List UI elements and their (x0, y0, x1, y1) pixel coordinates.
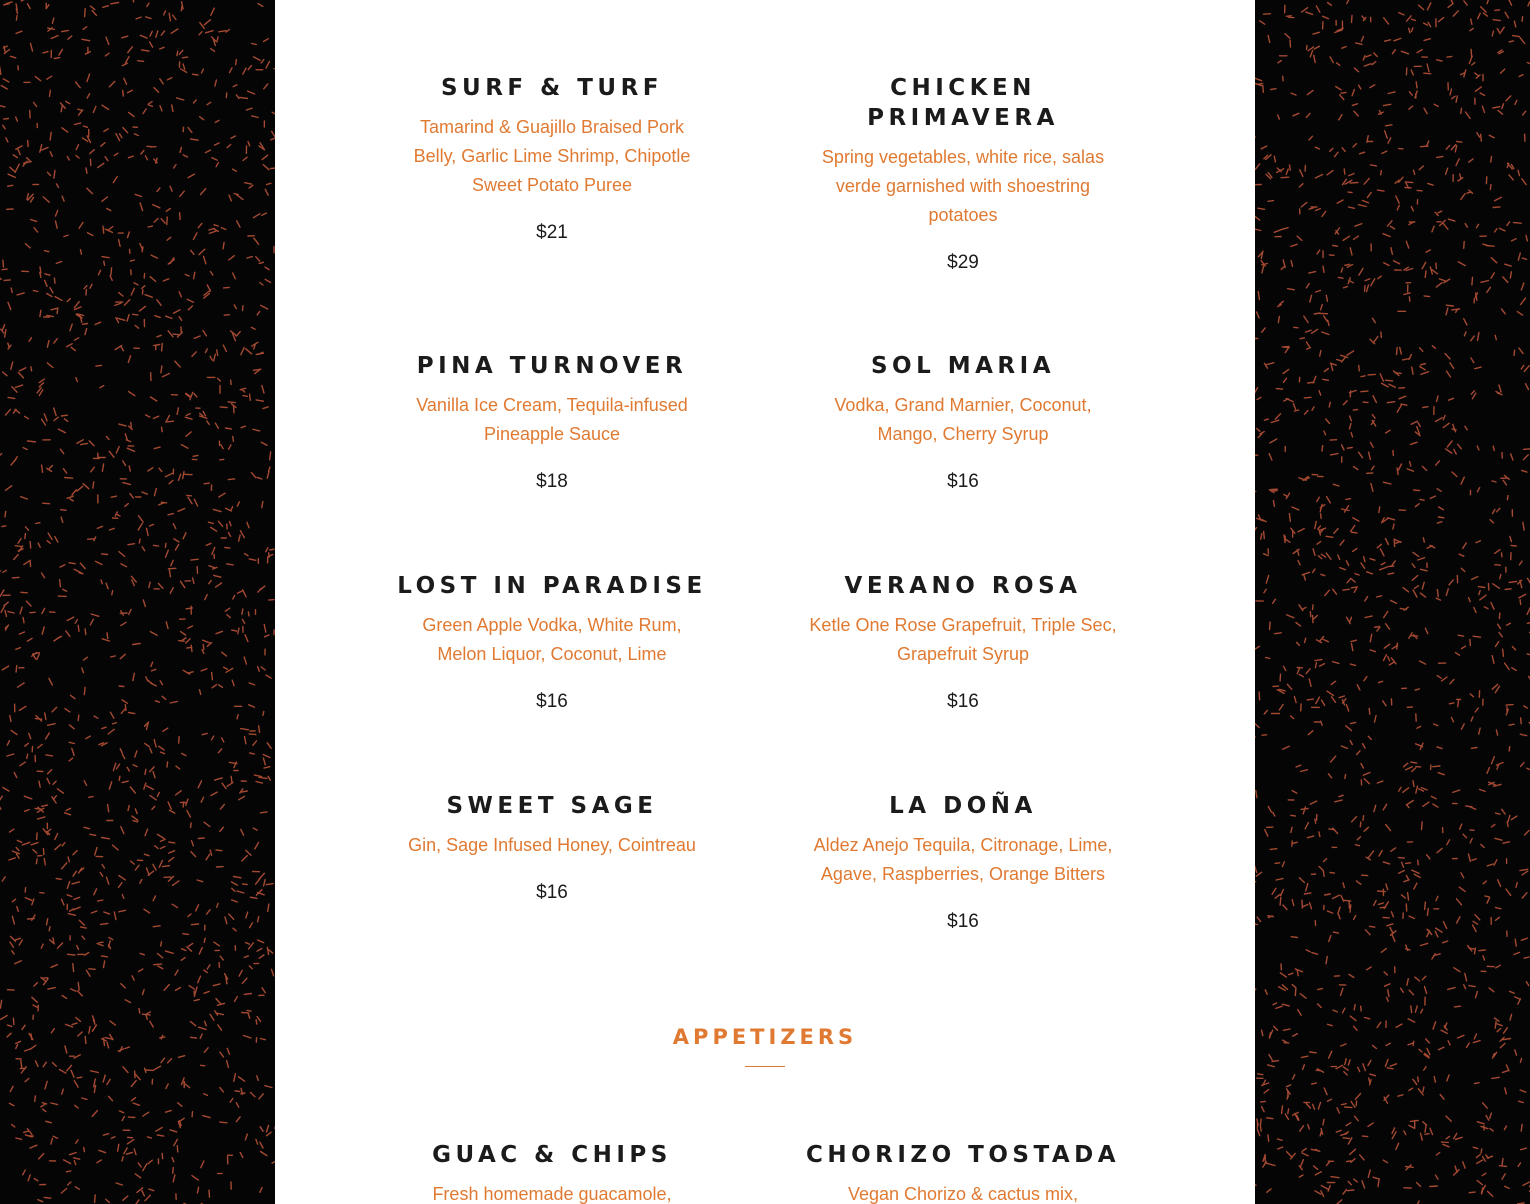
item-name: VERANO ROSA (844, 573, 1082, 599)
item-name: LOST IN PARADISE (397, 573, 707, 599)
item-price: $18 (536, 471, 568, 492)
section-title: APPETIZERS (672, 1025, 858, 1049)
item-price: $16 (947, 691, 979, 712)
item-description: Vodka, Grand Marnier, Coconut, Mango, Cherry Syrup (834, 395, 1092, 444)
menu-item-chicken-primavera (803, 73, 1123, 276)
item-description: Vegan Chorizo & cactus mix, (847, 1184, 1079, 1204)
item-description: Aldez Anejo Tequila, Citronage, Lime, Agave, Raspberries, Orange Bitters (813, 835, 1113, 884)
item-description: Fresh homemade guacamole, (432, 1184, 672, 1204)
item-name: SURF & TURF (440, 75, 664, 101)
item-description: Spring vegetables, white rice, salas verde garnished with shoestring potatoes (821, 147, 1105, 225)
menu-item-verano-rosa (803, 571, 1123, 715)
menu-item-pina-turnover (392, 351, 712, 495)
menu-item-lost-in-paradise (392, 571, 712, 715)
item-name: GUAC & CHIPS (432, 1142, 672, 1168)
item-description: Tamarind & Guajillo Braised Pork Belly, Garlic Lime Shrimp, Chipotle Sweet Potato Puree (413, 117, 691, 195)
section-divider (745, 1066, 785, 1067)
item-name: PINA TURNOVER (416, 353, 688, 379)
item-description: Gin, Sage Infused Honey, Cointreau (408, 835, 696, 855)
menu-item-sweet-sage (392, 791, 712, 906)
sprinkle-svg (0, 0, 275, 1204)
menu-item-guac-and-chips (392, 1140, 712, 1204)
item-price: $21 (536, 222, 568, 243)
sprinkle-pattern-right (1255, 0, 1530, 1204)
item-name: SOL MARIA (870, 353, 1056, 379)
menu-item-sol-maria (803, 351, 1123, 495)
item-price: $16 (536, 691, 568, 712)
sprinkle-svg (1255, 0, 1530, 1204)
item-price: $16 (536, 882, 568, 903)
item-description: Green Apple Vodka, White Rum, Melon Liquor, Coconut, Lime (422, 615, 682, 664)
sprinkle-pattern-left (0, 0, 275, 1204)
appetizers-section-heading (275, 1022, 1255, 1067)
item-name: LA DOÑA (889, 793, 1037, 819)
item-price: $16 (947, 911, 979, 932)
item-price: $16 (947, 471, 979, 492)
item-price: $29 (947, 252, 979, 273)
menu-item-la-dona (803, 791, 1123, 935)
item-description: Vanilla Ice Cream, Tequila-infused Pineapple Sauce (416, 395, 688, 444)
menu-item-surf-and-turf (392, 73, 712, 246)
menu-item-chorizo-tostada (803, 1140, 1123, 1204)
menu-panel (275, 0, 1255, 1204)
item-description: Ketle One Rose Grapefruit, Triple Sec, Grapefruit Syrup (809, 615, 1117, 664)
item-name: CHICKEN PRIMAVERA (867, 75, 1059, 131)
item-name: CHORIZO TOSTADA (805, 1142, 1121, 1168)
item-name: SWEET SAGE (446, 793, 658, 819)
